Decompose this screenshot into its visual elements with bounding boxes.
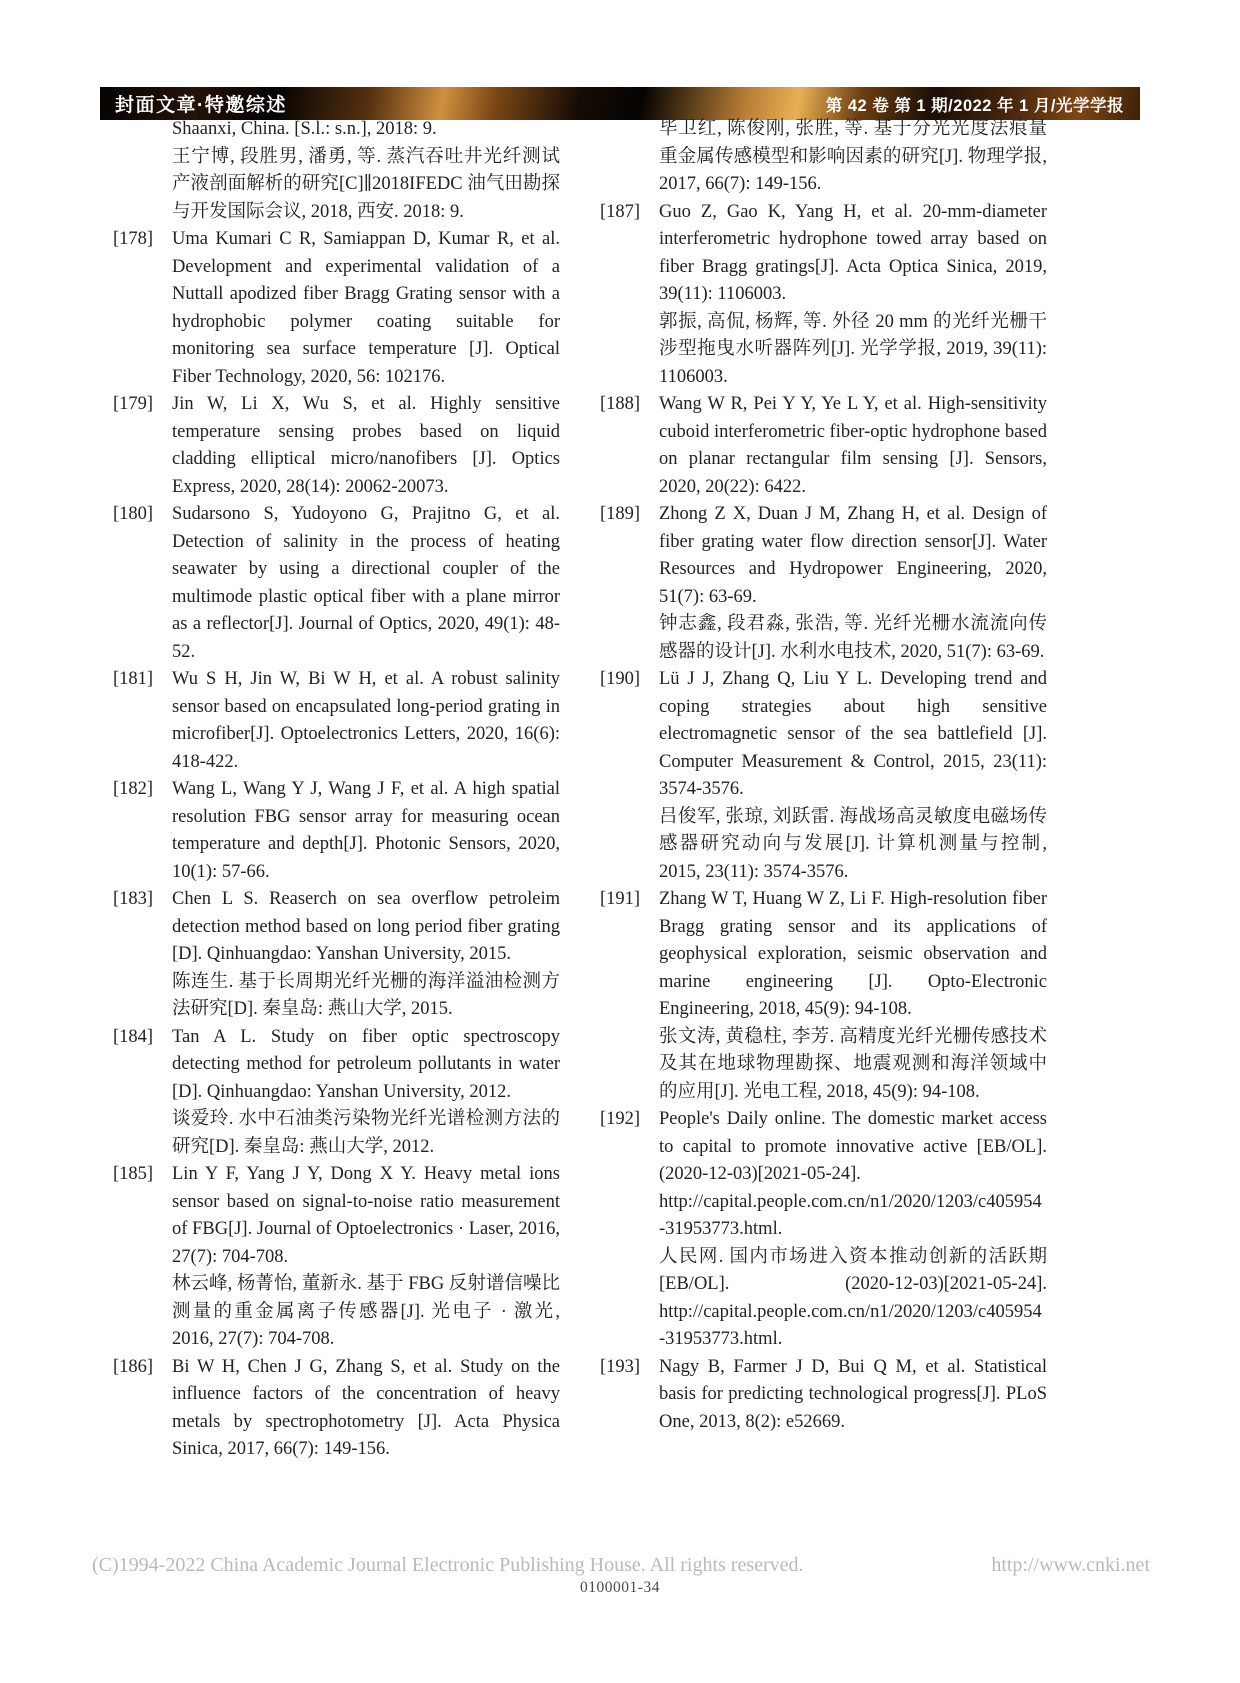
reference-entry bbox=[600, 391, 1047, 501]
reference-text: Uma Kumari C R, Samiappan D, Kumar R, et al. Development and experimental validation of a Nuttall apodized fiber Bragg Grating sensor with a hydrophobic polymer coating suitable for monitoring sea surface temperature [J]. Optical Fiber Technology, 2020, 56: 102176. bbox=[172, 229, 560, 387]
reference-text: Tan A L. Study on fiber optic spectroscopy detecting method for petroleum pollutants in water [D]. Qinhuangdao: Yanshan University, 2012. bbox=[172, 1026, 560, 1102]
reference-entry bbox=[113, 116, 560, 226]
reference-entry bbox=[113, 501, 560, 666]
cnki-url: http://www.cnki.net bbox=[991, 1554, 1150, 1576]
reference-text: Jin W, Li X, Wu S, et al. Highly sensitive temperature sensing probes based on liquid cladding elliptical micro/nanofibers [J]. Optics Express, 2020, 28(14): 20062-20073. bbox=[172, 394, 560, 497]
reference-entry bbox=[113, 226, 560, 391]
reference-text: 王宁博, 段胜男, 潘勇, 等. 蒸汽吞吐井光纤测试产液剖面解析的研究[C]∥2018IFEDC 油气田勘探与开发国际会议, 2018, 西安. 2018: 9. bbox=[172, 146, 560, 222]
reference-text: 郭振, 高侃, 杨辉, 等. 外径 20 mm 的光纤光栅干涉型拖曳水听器阵列[J]. 光学学报, 2019, 39(11): 1106003. bbox=[659, 311, 1047, 387]
reference-number: [190] bbox=[600, 669, 641, 689]
reference-text: Zhang W T, Huang W Z, Li F. High-resolution fiber Bragg grating sensor and its applications of geophysical exploration, seismic observation and marine engineering [J]. Opto-Electronic Engineering, 2018, 45(9): 94-108. bbox=[659, 889, 1047, 1019]
reference-text: Shaanxi, China. [S.l.: s.n.], 2018: 9. bbox=[172, 119, 437, 139]
reference-entry bbox=[113, 666, 560, 776]
page-number: 0100001-34 bbox=[580, 1579, 660, 1596]
reference-text: Bi W H, Chen J G, Zhang S, et al. Study on the influence factors of the concentration of heavy metals by spectrophotometry [J]. Acta Physica Sinica, 2017, 66(7): 149-156. bbox=[172, 1356, 560, 1459]
reference-body bbox=[172, 391, 560, 501]
reference-entry bbox=[600, 886, 1047, 1106]
reference-body bbox=[659, 391, 1047, 501]
reference-body bbox=[659, 501, 1047, 666]
reference-text: Wang L, Wang Y J, Wang J F, et al. A high spatial resolution FBG sensor array for measuring ocean temperature and depth[J]. Photonic Sensors, 2020, 10(1): 57-66. bbox=[172, 779, 560, 882]
reference-entry bbox=[600, 199, 1047, 392]
reference-text: Wang W R, Pei Y Y, Ye L Y, et al. High-sensitivity cuboid interferometric fiber-optic hydrophone based on planar rectangular film sensing [J]. Sensors, 2020, 20(22): 6422. bbox=[659, 394, 1047, 497]
reference-text: Lü J J, Zhang Q, Liu Y L. Developing trend and coping strategies about high sensitive electromagnetic sensor of the sea battlefield [J]. Computer Measurement & Control, 2015, 23(11): 3574-3576. bbox=[659, 669, 1047, 799]
references-column-right bbox=[600, 116, 1047, 1464]
reference-body bbox=[172, 501, 560, 666]
reference-text: 陈连生. 基于长周期光纤光栅的海洋溢油检测方法研究[D]. 秦皇岛: 燕山大学, 2015. bbox=[172, 971, 560, 1019]
reference-text: People's Daily online. The domestic market access to capital to promote innovative active [EB/OL]. (2020-12-03)[2021-05-24]. http://capital.people.com.cn/n1/2020/1203/c405954-31953773.html. bbox=[659, 1109, 1047, 1239]
reference-body bbox=[172, 1024, 560, 1162]
reference-body bbox=[172, 1354, 560, 1464]
reference-number: [184] bbox=[113, 1026, 154, 1047]
copyright-text: (C)1994-2022 China Academic Journal Electronic Publishing House. All rights reserved. bbox=[92, 1554, 804, 1576]
reference-number: [188] bbox=[600, 394, 641, 414]
reference-text: 毕卫红, 陈俊刚, 张胜, 等. 基于分光光度法痕量重金属传感模型和影响因素的研究[J]. 物理学报, 2017, 66(7): 149-156. bbox=[659, 119, 1047, 194]
reference-entry bbox=[113, 886, 560, 1024]
reference-number: [191] bbox=[600, 889, 641, 909]
references-columns bbox=[113, 116, 1047, 1464]
reference-number: [182] bbox=[113, 779, 154, 799]
reference-text: 林云峰, 杨菁怡, 董新永. 基于 FBG 反射谱信噪比测量的重金属离子传感器[J]. 光电子 · 激光, 2016, 27(7): 704-708. bbox=[172, 1274, 560, 1349]
reference-entry bbox=[113, 1354, 560, 1464]
reference-body bbox=[659, 1106, 1047, 1354]
reference-number: [181] bbox=[113, 669, 154, 689]
reference-entry bbox=[113, 1161, 560, 1354]
reference-text: 谈爱玲. 水中石油类污染物光纤光谱检测方法的研究[D]. 秦皇岛: 燕山大学, 2012. bbox=[172, 1109, 560, 1157]
reference-body bbox=[659, 116, 1047, 199]
reference-body bbox=[172, 666, 560, 776]
reference-body bbox=[659, 886, 1047, 1106]
reference-number: [193] bbox=[600, 1356, 641, 1377]
reference-text: Zhong Z X, Duan J M, Zhang H, et al. Design of fiber grating water flow direction sensor[J]. Water Resources and Hydropower Engineering, 2020, 51(7): 63-69. bbox=[659, 504, 1047, 607]
reference-number: [185] bbox=[113, 1164, 154, 1184]
reference-text: Lin Y F, Yang J Y, Dong X Y. Heavy metal ions sensor based on signal-to-noise ratio measurement of FBG[J]. Journal of Optoelectronics · Laser, 2016, 27(7): 704-708. bbox=[172, 1164, 560, 1267]
reference-number: [187] bbox=[600, 201, 641, 222]
reference-body bbox=[172, 1161, 560, 1354]
header-section-title: 封面文章·特邀综述 bbox=[115, 95, 287, 116]
reference-body bbox=[659, 199, 1047, 392]
reference-entry bbox=[600, 501, 1047, 666]
reference-text: Nagy B, Farmer J D, Bui Q M, et al. Statistical basis for predicting technological progress[J]. PLoS One, 2013, 8(2): e52669. bbox=[659, 1356, 1047, 1432]
references-column-left bbox=[113, 116, 560, 1464]
reference-body bbox=[659, 666, 1047, 886]
reference-number: [183] bbox=[113, 889, 154, 909]
reference-text: 张文涛, 黄稳柱, 李芳. 高精度光纤光栅传感技术及其在地球物理勘探、地震观测和海洋领域中的应用[J]. 光电工程, 2018, 45(9): 94-108. bbox=[659, 1026, 1047, 1102]
reference-body bbox=[172, 776, 560, 886]
reference-number: [178] bbox=[113, 229, 154, 249]
reference-text: 人民网. 国内市场进入资本推动创新的活跃期[EB/OL]. (2020-12-03)[2021-05-24]. http://capital.people.com.cn/n1/2020/1203/c405954-31953773.html. bbox=[659, 1246, 1047, 1349]
reference-entry bbox=[600, 1354, 1047, 1437]
header-journal-info: 第 42 卷 第 1 期/2022 年 1 月/光学学报 bbox=[825, 96, 1124, 115]
reference-text: Chen L S. Reaserch on sea overflow petroleim detection method based on long period fiber grating [D]. Qinhuangdao: Yanshan University, 2015. bbox=[172, 889, 560, 964]
reference-body bbox=[659, 1354, 1047, 1437]
reference-entry bbox=[600, 116, 1047, 199]
reference-entry bbox=[600, 666, 1047, 886]
footer-copyright-line bbox=[92, 1554, 1150, 1577]
reference-text: 钟志鑫, 段君淼, 张浩, 等. 光纤光栅水流流向传感器的设计[J]. 水利水电技术, 2020, 51(7): 63-69. bbox=[659, 614, 1047, 662]
reference-body bbox=[172, 226, 560, 391]
reference-body bbox=[172, 116, 560, 226]
reference-entry bbox=[113, 1024, 560, 1162]
reference-text: 吕俊军, 张琼, 刘跃雷. 海战场高灵敏度电磁场传感器研究动向与发展[J]. 计算机测量与控制, 2015, 23(11): 3574-3576. bbox=[659, 806, 1047, 882]
reference-number: [189] bbox=[600, 504, 641, 524]
reference-entry bbox=[113, 776, 560, 886]
reference-number: [192] bbox=[600, 1109, 641, 1129]
reference-number: [179] bbox=[113, 394, 154, 414]
reference-entry bbox=[600, 1106, 1047, 1354]
reference-number: [180] bbox=[113, 504, 154, 524]
reference-number: [186] bbox=[113, 1356, 154, 1377]
reference-entry bbox=[113, 391, 560, 501]
reference-text: Wu S H, Jin W, Bi W H, et al. A robust salinity sensor based on encapsulated long-period grating in microfiber[J]. Optoelectronics Letters, 2020, 16(6): 418-422. bbox=[172, 669, 560, 772]
reference-body bbox=[172, 886, 560, 1024]
reference-text: Guo Z, Gao K, Yang H, et al. 20-mm-diameter interferometric hydrophone towed array based on fiber Bragg gratings[J]. Acta Optica Sinica, 2019, 39(11): 1106003. bbox=[659, 201, 1047, 304]
reference-text: Sudarsono S, Yudoyono G, Prajitno G, et al. Detection of salinity in the process of heating seawater by using a directional coupler of the multimode plastic optical fiber with a plane mirror as a reflector[J]. Journal of Optics, 2020, 49(1): 48-52. bbox=[172, 504, 560, 662]
